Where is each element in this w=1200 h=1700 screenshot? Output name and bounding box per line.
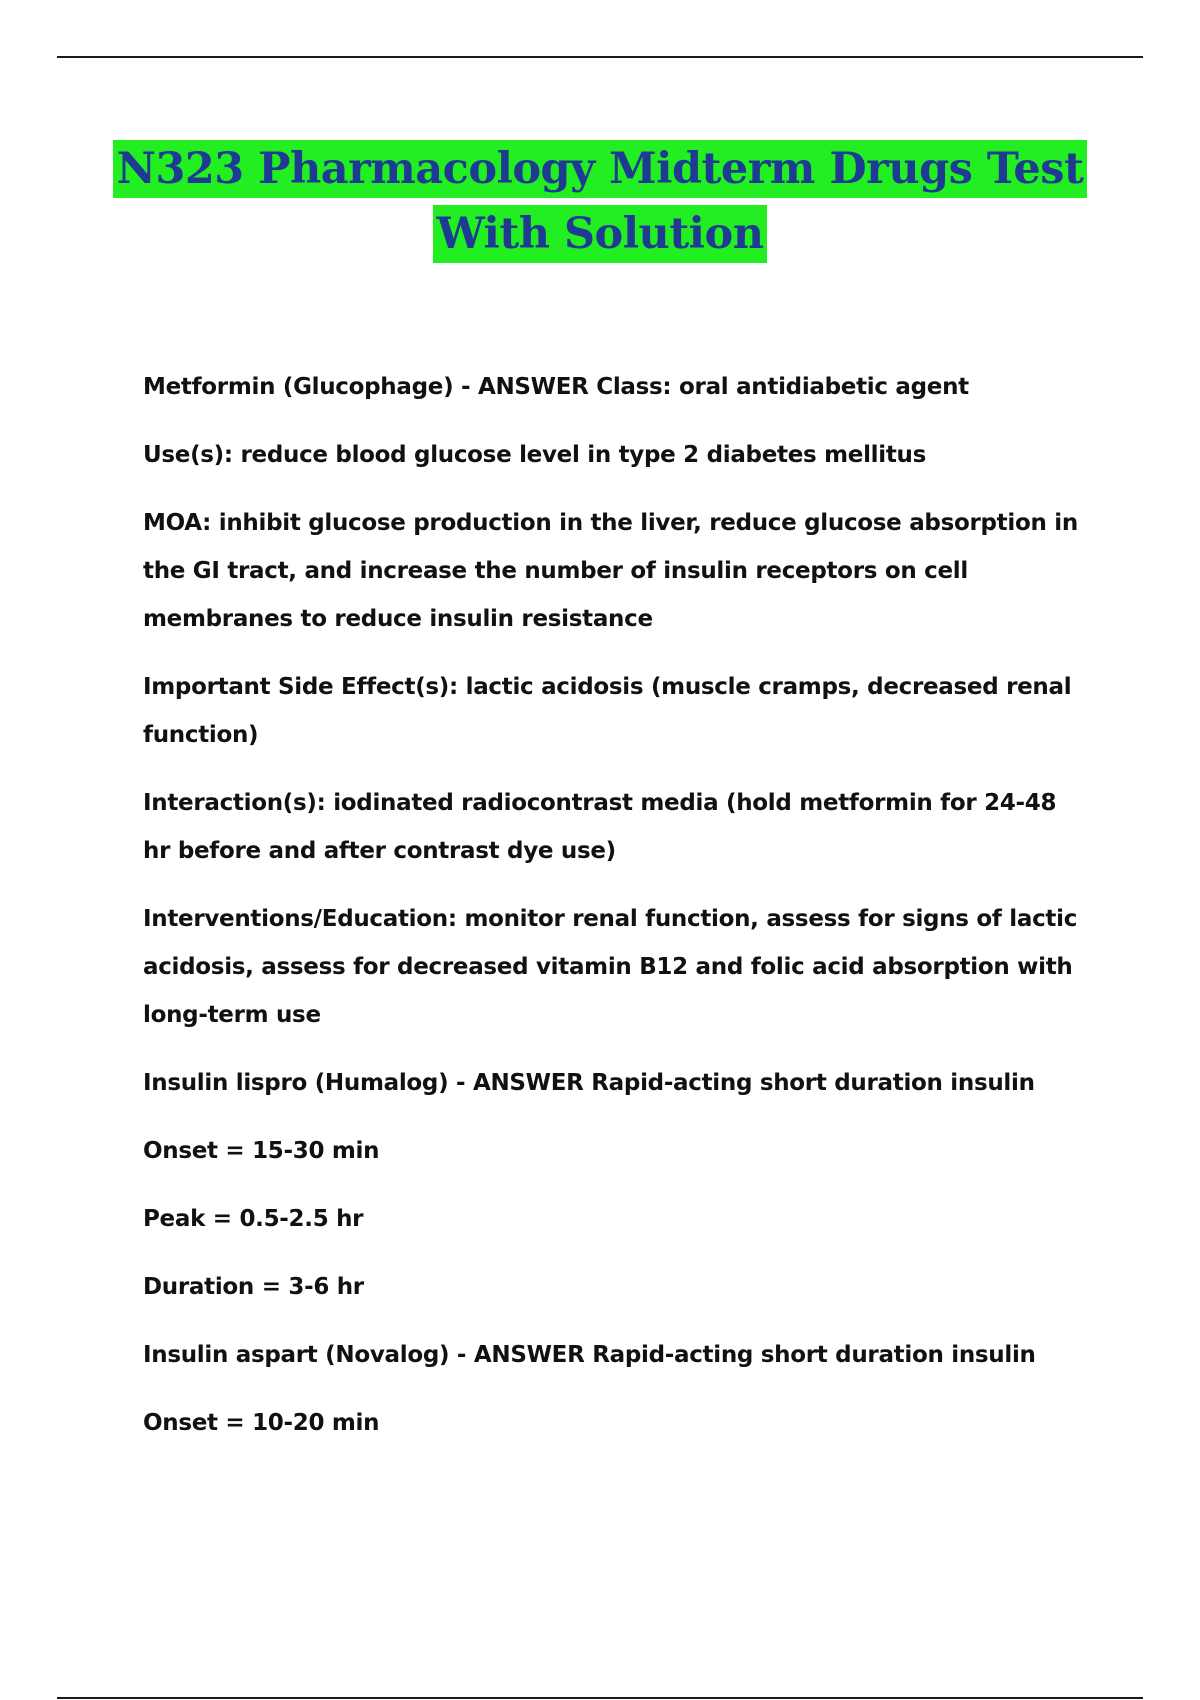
paragraph-metformin-uses: Use(s): reduce blood glucose level in type 2 diabetes mellitus — [143, 442, 926, 468]
title-line-2: With Solution — [433, 205, 768, 263]
document-title — [60, 140, 1140, 263]
paragraph-aspart-onset: Onset = 10-20 min — [143, 1410, 380, 1436]
document-body — [143, 363, 1083, 1467]
paragraph-metformin-interactions: Interaction(s): iodinated radiocontrast media (hold metformin for 24-48 hr before and after contrast dye use) — [143, 790, 1057, 864]
paragraph-lispro-duration: Duration = 3-6 hr — [143, 1274, 364, 1300]
title-line-1: N323 Pharmacology Midterm Drugs Test — [113, 140, 1088, 198]
paragraph-metformin-side-effects: Important Side Effect(s): lactic acidosis (muscle cramps, decreased renal function) — [143, 674, 1072, 748]
paragraph-metformin-interventions: Interventions/Education: monitor renal function, assess for signs of lactic acidosis, assess for decreased vitamin B12 and folic acid absorption with long-term use — [143, 906, 1078, 1028]
paragraph-metformin-moa: MOA: inhibit glucose production in the liver, reduce glucose absorption in the GI tract, and increase the number of insulin receptors on cell membranes to reduce insulin resistance — [143, 510, 1078, 632]
paragraph-metformin-class: Metformin (Glucophage) - ANSWER Class: oral antidiabetic agent — [143, 374, 969, 400]
paragraph-lispro-onset: Onset = 15-30 min — [143, 1138, 380, 1164]
paragraph-lispro-peak: Peak = 0.5-2.5 hr — [143, 1206, 364, 1232]
paragraph-aspart-class: Insulin aspart (Novalog) - ANSWER Rapid-acting short duration insulin — [143, 1342, 1036, 1368]
header-rule — [57, 56, 1143, 58]
paragraph-lispro-class: Insulin lispro (Humalog) - ANSWER Rapid-acting short duration insulin — [143, 1070, 1035, 1096]
footer-rule — [57, 1697, 1143, 1699]
